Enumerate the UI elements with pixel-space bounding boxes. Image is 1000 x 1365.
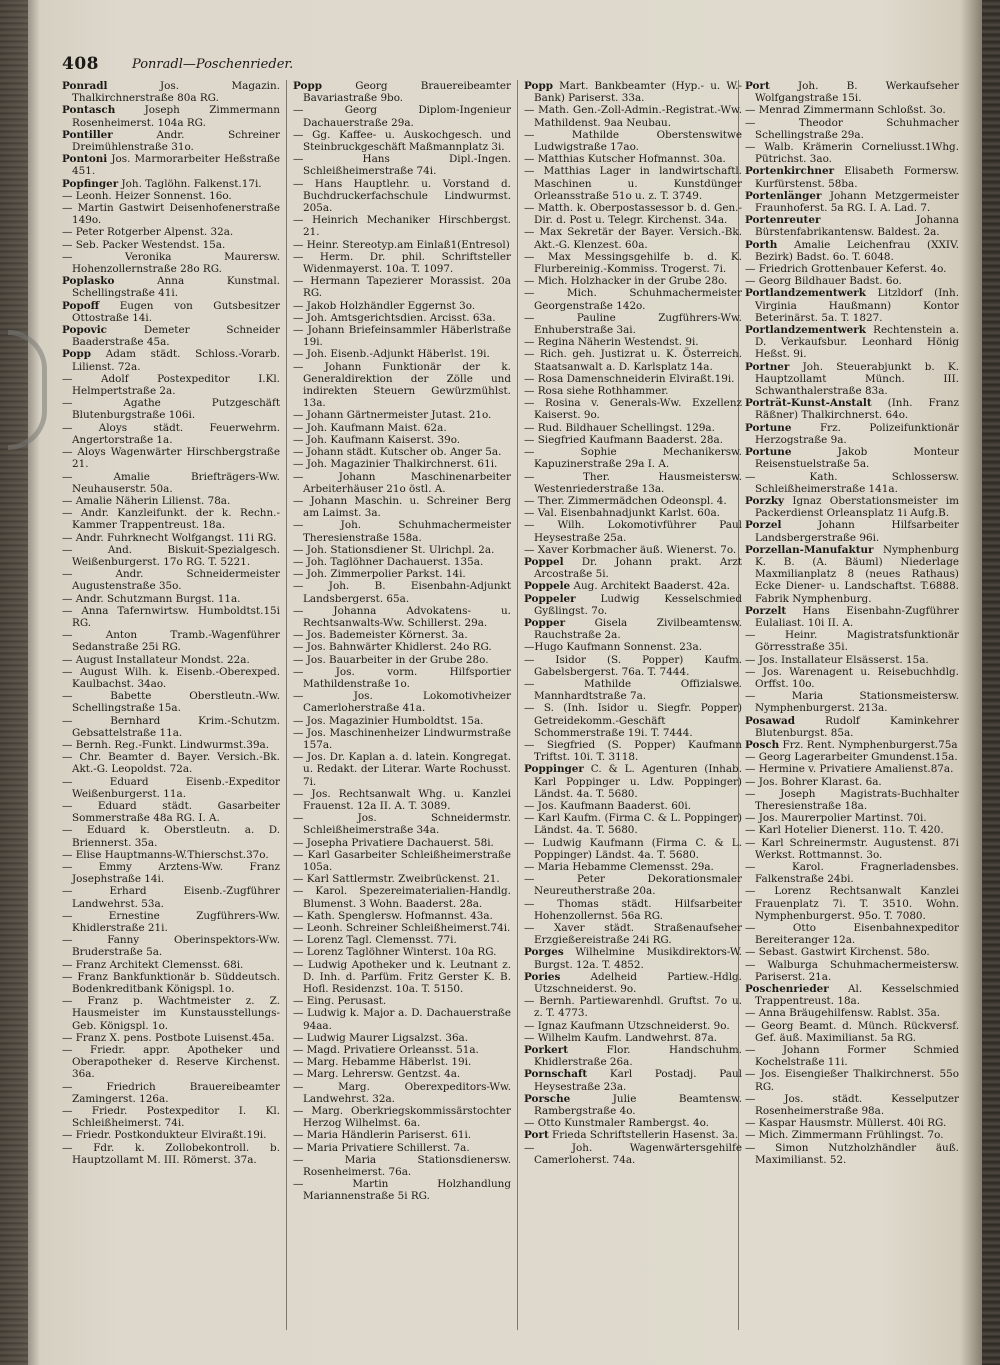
directory-entry: — Lorenz Rechtsanwalt Kanzlei Frauenplatz 7i. T. 3510. Wohn. Nymphenburgerst. 95o. T. 7080.: [745, 885, 959, 922]
column-4: [745, 80, 959, 1335]
directory-entry: — Fdr. k. Zollobekontroll. b. Hauptzollamt M. III. Römerst. 37a.: [62, 1141, 280, 1166]
directory-entry: Popfinger Joh. Taglöhn. Falkenst.17i.: [62, 177, 262, 190]
entry-surname: Popoff: [62, 299, 100, 312]
directory-entry: Portune Jakob Monteur Reisenstuelstraße 5a.: [745, 446, 959, 471]
directory-entry: — Mich. Zimmermann Frühlingst. 7o.: [745, 1129, 944, 1142]
entry-surname: Portune: [745, 446, 792, 459]
directory-entry: — Hermann Tapezierer Morassist. 20a RG.: [293, 275, 511, 300]
directory-entry: — Joh. Kaufmann Kaiserst. 39o.: [293, 433, 461, 446]
directory-entry: — Kath. Schlossersw. Schleißheimerstraße 141a.: [745, 470, 959, 495]
directory-entry: — Ludwig k. Major a. D. Dachauerstraße 94aa.: [293, 1007, 511, 1032]
directory-entry: — Franz Bankfunktionär b. Süddeutsch. Bodenkreditbank Königspl. 1o.: [62, 970, 280, 996]
entry-surname: Posch: [745, 738, 780, 751]
entry-surname: Portenkirchner: [745, 165, 835, 178]
directory-entry: Poppele Aug. Architekt Baaderst. 42a.: [524, 580, 730, 593]
directory-entry: — Herm. Dr. phil. Schriftsteller Widenmayerst. 10a. T. 1097.: [293, 250, 511, 276]
directory-entry: — Val. Eisenbahnadjunkt Karlst. 60a.: [524, 507, 720, 520]
directory-entry: Port Frieda Schriftstellerin Hasenst. 3a.: [524, 1129, 739, 1142]
entry-surname: Portner: [745, 360, 790, 373]
directory-entry: — Fanny Oberinspektors-Ww. Bruderstraße 5a.: [62, 934, 280, 959]
directory-entry: — Xaver städt. Straßenaufseher Erzgießereistraße 24i RG.: [524, 922, 742, 947]
directory-entry: — Anton Tramb.-Wagenführer Sedanstraße 25i RG.: [62, 629, 280, 654]
entry-surname: Poschenrieder: [745, 983, 829, 996]
directory-entry: — Jos. Installateur Elsässerst. 15a.: [745, 653, 929, 666]
entry-surname: Portenlänger: [745, 189, 822, 202]
directory-entry: — Kaspar Hausmstr. Müllerst. 40i RG.: [745, 1117, 947, 1130]
directory-entry: — Friedr. appr. Apotheker und Oberapotheker d. Reserve Kirchenst. 36a.: [62, 1044, 280, 1081]
directory-entry: — Karl Hotelier Dienerst. 11o. T. 420.: [745, 824, 944, 837]
entry-surname: Portune: [745, 421, 792, 434]
directory-entry: — Matth. k. Oberpostassessor b. d. Gen.-Dir. d. Post u. Telegr. Kirchenst. 34a.: [524, 202, 742, 227]
directory-entry: — Bernhard Krim.-Schutzm. Gebsattelstraße 11a.: [62, 714, 280, 739]
directory-entry: Popovic Demeter Schneider Baaderstraße 45a.: [62, 324, 280, 349]
directory-entry: — Jos. Maurerpolier Martinst. 70i.: [745, 812, 927, 825]
directory-entry: Porzellan-Manufaktur Nymphenburg K. B. (A. Bäuml) Niederlage Maxmilianplatz 8 (neues Rathaus) Ecke Diener- u. Landschaftst. T.6888. Fabrik Nymphenburg.: [745, 543, 959, 605]
directory-entry: — Agathe Putzgeschäft Blutenburgstraße 106i.: [62, 397, 280, 422]
directory-entry: — Andr. Fuhrknecht Wolfgangst. 11i RG.: [62, 531, 277, 544]
directory-entry: — Jos. Maschinenheizer Lindwurmstraße 157a.: [293, 726, 511, 751]
directory-entry: — Friedrich Grottenbauer Keferst. 4o.: [745, 263, 947, 276]
directory-entry: — Sebast. Gastwirt Kirchenst. 58o.: [745, 946, 930, 959]
directory-entry: — Jos. Lokomotivheizer Camerloherstraße 41a.: [293, 690, 511, 715]
directory-entry: — Rosa Damenschneiderin Elviraßt.19i.: [524, 372, 735, 385]
directory-entry: — Maria Privatiere Schillerst. 7a.: [293, 1141, 470, 1154]
directory-entry: — Andr. Kanzleifunkt. der k. Rechn.-Kammer Trappentreust. 18a.: [62, 507, 280, 532]
directory-entry: — Ther. Zimmermädchen Odeonspl. 4.: [524, 494, 727, 507]
directory-entry: — Jos. Eisengießer Thalkirchnerst. 55o RG.: [745, 1068, 959, 1093]
directory-entry: — Marg. Lehrersw. Gentzst. 4a.: [293, 1068, 461, 1081]
directory-entry: — Jos. Dr. Kaplan a. d. latein. Kongregat. u. Redakt. der Literar. Warte Rochusst. 7i.: [293, 751, 511, 788]
directory-entry: — August Wilh. k. Eisenb.-Oberexped. Kaulbachst. 34ao.: [62, 665, 280, 690]
directory-entry: Portlandzementwerk Rechtenstein a. D. Verkaufsbur. Leonhard Hönig Heßst. 9i.: [745, 324, 959, 361]
directory-entry: — Seb. Packer Westendst. 15a.: [62, 238, 226, 251]
directory-entry: — Rosa siehe Rothhammer.: [524, 385, 669, 398]
entry-surname: Porzellan-Manufaktur: [745, 543, 874, 556]
directory-entry: — Maria Hebamme Clemensst. 29a.: [524, 861, 714, 873]
directory-entry: — Ernestine Zugführers-Ww. Khidlerstraße 21i.: [62, 909, 280, 935]
directory-entry: — Xaver Korbmacher äuß. Wienerst. 7o.: [524, 543, 737, 556]
directory-entry: — Aloys Wagenwärter Hirschbergstraße 21.: [62, 446, 280, 471]
running-title: Ponradl—Poschenrieder.: [132, 57, 294, 72]
directory-entry: Portenlänger Johann Metzgermeister Fraunhoferst. 5a RG. I. A. Lad. 7.: [745, 189, 959, 215]
directory-entry: — Joseph Magistrats-Buchhalter Theresienstraße 18a.: [745, 787, 959, 812]
directory-entry: — Amalie Näherin Lilienst. 78a.: [62, 494, 231, 507]
directory-entry: — Jos. Bahnwärter Khidlerst. 24o RG.: [293, 641, 492, 654]
entry-surname: Popp: [62, 348, 91, 361]
directory-entry: — Karol. Fragnerladensbes. Falkenstraße 24bi.: [745, 861, 959, 886]
directory-entry: Porträt-Kunst-Anstalt (Inh. Franz Räßner) Thalkirchnerst. 64o.: [745, 397, 959, 422]
directory-page: [62, 50, 964, 1340]
directory-entry: — Jos. Kaufmann Baaderst. 60i.: [524, 799, 692, 812]
directory-entry: — Jakob Holzhändler Eggernst 3o.: [293, 299, 476, 312]
directory-entry: Poplasko Anna Kunstmal. Schellingstraße 41i.: [62, 275, 280, 300]
entry-surname: Posawad: [745, 714, 795, 727]
directory-entry: — Max Sekretär der Bayer. Versich.-Bk. Akt.-G. Klenzest. 60a.: [524, 226, 742, 251]
column-rule: [517, 80, 518, 1330]
directory-entry: — Math. Gen.-Zoll-Admin.-Registrat.-Ww. Mathildenst. 9aa Neubau.: [524, 104, 742, 129]
directory-entry: — Joh. Kaufmann Maist. 62a.: [293, 421, 447, 434]
directory-entry: Poppel Dr. Johann prakt. Arzt Arcostraße 5i.: [524, 555, 742, 581]
entry-surname: Popp: [293, 80, 322, 92]
directory-entry: — Maria Stationsdienersw. Rosenheimerst. 76a.: [293, 1153, 511, 1179]
directory-entry: Portenkirchner Elisabeth Formersw. Kurfürstenst. 58ba.: [745, 165, 959, 190]
entry-surname: Port: [524, 1129, 549, 1142]
directory-entry: — Friedrich Brauereibeamter Zamingerst. 126a.: [62, 1080, 280, 1105]
directory-entry: — Georg Beamt. d. Münch. Rückversf. Gef. äuß. Maximilianst. 5a RG.: [745, 1019, 959, 1044]
directory-entry: — Josepha Privatiere Dachauerst. 58i.: [293, 836, 494, 849]
directory-entry: — Hermine v. Privatiere Amalienst.87a.: [745, 763, 954, 776]
directory-entry: Popp Georg Brauereibeamter Bavariastraße 9bo.: [293, 80, 511, 105]
directory-entry: — Eduard k. Oberstleutn. a. D. Briennerst. 35a.: [62, 824, 280, 849]
directory-entry: — Joh. Magazinier Thalkirchnerst. 61i.: [293, 458, 498, 471]
directory-entry: Pontoni Jos. Marmorarbeiter Heßstraße 451.: [62, 153, 280, 178]
entry-surname: Porträt-Kunst-Anstalt: [745, 397, 872, 410]
directory-entry: — Gg. Kaffee- u. Auskochgesch. und Steinbruckgeschäft Maßmannplatz 3i.: [293, 128, 511, 154]
entry-surname: Porzelt: [745, 604, 787, 617]
directory-entry: — Johann Maschinenarbeiter Arbeiterhäuser 21o östl. A.: [293, 470, 511, 495]
entry-surname: Port: [745, 80, 770, 92]
directory-entry: — Aloys städt. Feuerwehrm. Angertorstraße 1a.: [62, 421, 280, 446]
directory-entry: Porges Wilhelmine Musikdirektors-W. Burgst. 12a. T. 4852.: [524, 946, 742, 971]
directory-entry: — Mathilde Oberstenswitwe Ludwigstraße 17ao.: [524, 128, 742, 154]
directory-entry: — Heinr. Magistratsfunktionär Görresstraße 35i.: [745, 629, 959, 654]
directory-entry: — Joh. Schuhmachermeister Theresienstraße 158a.: [293, 519, 511, 544]
directory-entry: — Franz X. pens. Postbote Luisenst.45a.: [62, 1031, 275, 1044]
directory-entry: — Ther. Hausmeistersw. Westenriederstraße 13a.: [524, 470, 742, 495]
entry-surname: Pornschaft: [524, 1068, 588, 1081]
directory-entry: Porsche Julie Beamtensw. Rambergstraße 4o.: [524, 1092, 742, 1118]
directory-entry: — Eing. Perusast.: [293, 995, 387, 1008]
directory-entry: — Jos. Rechtsanwalt Whg. u. Kanzlei Frauenst. 12a II. A. T. 3089.: [293, 787, 511, 812]
entry-surname: Porges: [524, 946, 564, 959]
directory-entry: Ponradl Jos. Magazin. Thalkirchnerstraße 80a RG.: [62, 80, 280, 105]
directory-entry: Popp Mart. Bankbeamter (Hyp.- u. W.-Bank) Pariserst. 33a.: [524, 80, 742, 105]
directory-entry: — Ignaz Kaufmann Utzschneiderst. 9o.: [524, 1019, 730, 1032]
directory-entry: Pontiller Andr. Schreiner Dreimühlenstraße 31o.: [62, 128, 280, 154]
directory-entry: — Johann Former Schmied Kochelstraße 11i.: [745, 1044, 959, 1069]
directory-entry: Pornschaft Karl Postadj. Paul Heysestraße 23a.: [524, 1068, 742, 1093]
directory-entry: — Johann Funktionär der k. Generaldirektion der Zölle und indirekten Steuern Gewürzmühlst. 13a.: [293, 360, 511, 410]
entry-surname: Poppeler: [524, 592, 576, 605]
directory-entry: Posawad Rudolf Kaminkehrer Blutenburgst. 85a.: [745, 714, 959, 739]
entry-surname: Poplasko: [62, 275, 115, 288]
directory-entry: Porzelt Hans Eisenbahn-Zugführer Eulaliast. 10i II. A.: [745, 604, 959, 629]
directory-entry: — Eduard städt. Gasarbeiter Sommerstraße 48a RG. I. A.: [62, 799, 280, 825]
directory-entry: — Rosina v. Generals-Ww. Exzellenz Kaiserst. 9o.: [524, 397, 742, 422]
directory-entry: — Eduard Eisenb.-Expeditor Weißenburgerst. 11a.: [62, 775, 280, 800]
directory-entry: — Theodor Schuhmacher Schellingstraße 29a.: [745, 116, 959, 141]
directory-entry: — Heinr. Stereotyp.am Einlaß1(Entresol): [293, 238, 510, 251]
directory-entry: Pories Adelheid Partiew.-Hdlg. Utzschneiderst. 9o.: [524, 970, 742, 996]
directory-entry: — Jos. Schneidermstr. Schleißheimerstraße 34a.: [293, 812, 511, 837]
entry-surname: Porth: [745, 238, 778, 251]
directory-entry: — Lorenz Taglöhner Winterst. 10a RG.: [293, 946, 497, 959]
entry-surname: Porkert: [524, 1044, 569, 1057]
entry-surname: Popper: [524, 616, 566, 629]
directory-entry: — Peter Dekorationsmaler Neureutherstraße 20a.: [524, 873, 742, 898]
directory-entry: — Amalie Briefträgers-Ww. Neuhauserstr. 50a.: [62, 470, 280, 495]
directory-entry: — Maria Händlerin Pariserst. 61i.: [293, 1129, 472, 1142]
directory-entry: — Rud. Bildhauer Schellingst. 129a.: [524, 421, 715, 434]
entry-surname: Porzky: [745, 494, 785, 507]
directory-entry: — Anna Bräugehilfensw. Rablst. 35a.: [745, 1007, 941, 1020]
directory-entry: — Heinrich Mechaniker Hirschbergst. 21.: [293, 214, 511, 239]
directory-entry: Portenreuter Johanna Bürstenfabrikantensw. Baldest. 2a.: [745, 214, 959, 239]
directory-entry: — Magd. Privatiere Orleansst. 51a.: [293, 1044, 479, 1057]
page-header: [62, 54, 964, 78]
entry-surname: Popovic: [62, 324, 107, 337]
directory-entry: — Johanna Advokatens- u. Rechtsanwalts-Ww. Schillerst. 29a.: [293, 604, 511, 629]
directory-entry: Porzel Johann Hilfsarbeiter Landsbergerstraße 96i.: [745, 519, 959, 544]
directory-entry: — Simon Nutzholzhändler äuß. Maximilianst. 52.: [745, 1141, 959, 1166]
directory-entry: — Babette Oberstleutn.-Ww. Schellingstraße 15a.: [62, 690, 280, 715]
directory-entry: — Adolf Postexpeditor I.Kl. Helmpertstraße 2a.: [62, 372, 280, 398]
directory-entry: — Franz p. Wachtmeister z. Z. Hausmeister im Kunstausstellungs-Geb. Königspl. 1o.: [62, 995, 280, 1032]
entry-surname: Pories: [524, 970, 561, 983]
directory-entry: — Karl Schreinermstr. Augustenst. 87i Werkst. Rottmannst. 3o.: [745, 836, 959, 861]
binding-clip: [8, 330, 47, 450]
directory-entry: — Leonh. Schreiner Schleißheimerst.74i.: [293, 922, 511, 935]
page-edge: [982, 0, 1000, 1365]
directory-entry: — Mathilde Offizialswe. Mannhardtstraße 7a.: [524, 677, 742, 703]
directory-entry: Porzky Ignaz Oberstationsmeister im Packerdienst Orleansplatz 1i Aufg.B.: [745, 494, 959, 520]
directory-entry: — Hans Dipl.-Ingen. Schleißheimerstraße 74i.: [293, 153, 511, 178]
directory-entry: — Anna Tafernwirtsw. Humboldtst.15i RG.: [62, 604, 280, 629]
entry-surname: Portlandzementwerk: [745, 287, 866, 300]
directory-entry: Poschenrieder Al. Kesselschmied Trappentreust. 18a.: [745, 983, 959, 1008]
directory-entry: —Hugo Kaufmann Sonnenst. 23a.: [524, 641, 703, 654]
entry-surname: Poppel: [524, 555, 564, 568]
column-1: [62, 80, 280, 1335]
entry-surname: Portlandzementwerk: [745, 324, 866, 337]
directory-entry: — Hans Hauptlehr. u. Vorstand d. Buchdruckerfachschule Lindwurmst. 205a.: [293, 177, 511, 215]
directory-entry: — Ludwig Apotheker und k. Leutnant z. D. Inh. d. Parfüm. Fritz Gerster K. B. Hofl. Residenzst. 10a. T. 5150.: [293, 958, 511, 996]
directory-entry: — Joh. Stationsdiener St. Ulrichpl. 2a.: [293, 543, 495, 556]
entry-surname: Portenreuter: [745, 214, 821, 227]
directory-entry: — Andr. Schutzmann Burgst. 11a.: [62, 592, 241, 605]
entry-surname: Pontasch: [62, 104, 116, 117]
directory-entry: — Jos. Warenagent u. Reisebuchhdlg. Orffst. 10o.: [745, 665, 959, 690]
directory-entry: — Joh. Eisenb.-Adjunkt Häberlst. 19i.: [293, 348, 490, 361]
directory-entry: — Rich. geh. Justizrat u. K. Österreich. Staatsanwalt a. D. Karlsplatz 14a.: [524, 348, 742, 373]
directory-entry: — Ludwig Kaufmann (Firma C. & L. Poppinger) Ländst. 4a. T. 5680.: [524, 836, 742, 861]
directory-entry: — Joh. Zimmerpolier Parkst. 14i.: [293, 568, 466, 581]
directory-entry: Poppinger C. & L. Agenturen (Inhab. Karl Poppinger u. Ldw. Poppinger) Ländst. 4a. T. 5680.: [524, 763, 742, 800]
directory-entry: — Georg Diplom-Ingenieur Dachauerstraße 29a.: [293, 104, 511, 129]
directory-entry: — Bernh. Reg.-Funkt. Lindwurmst.39a.: [62, 738, 270, 751]
directory-entry: — Karl Sattlermstr. Zweibrückenst. 21.: [293, 873, 500, 886]
directory-entry: Port Joh. B. Werkaufseher Wolfgangstraße 15i.: [745, 80, 959, 105]
directory-entry: — Maria Stationsmeistersw. Nymphenburgerst. 213a.: [745, 690, 959, 715]
directory-entry: — Joh. B. Eisenbahn-Adjunkt Landsbergerst. 65a.: [293, 580, 511, 605]
directory-entry: — Otto Eisenbahnexpeditor Bereiteranger 12a.: [745, 922, 959, 947]
directory-entry: Portlandzementwerk Litzldorf (Inh. Virginia Haußmann) Kontor Beterinärst. 5a. T. 1827.: [745, 287, 959, 324]
directory-entry: Popper Gisela Zivilbeamtensw. Rauchstraße 2a.: [524, 616, 742, 642]
directory-entry: — Jos. städt. Kesselputzer Rosenheimerstraße 98a.: [745, 1092, 959, 1118]
directory-entry: — August Installateur Mondst. 22a.: [62, 653, 250, 666]
directory-entry: — Joh. Amtsgerichtsdien. Arcisst. 63a.: [293, 311, 496, 324]
directory-entry: — Veronika Maurersw. Hohenzollernstraße 28o RG.: [62, 250, 280, 276]
directory-entry: — Marg. Oberexpeditors-Ww. Landwehrst. 32a.: [293, 1080, 511, 1105]
entry-surname: Porsche: [524, 1092, 571, 1105]
directory-entry: Posch Frz. Rent. Nymphenburgerst.75a: [745, 738, 958, 751]
directory-entry: — Matthias Kutscher Hofmannst. 30a.: [524, 153, 726, 166]
directory-entry: — Max Messingsgehilfe b. d. K. Flurbereinig.-Kommiss. Trogerst. 7i.: [524, 250, 742, 276]
directory-entry: Poppeler Ludwig Kesselschmied Gyßlingst. 7o.: [524, 592, 742, 617]
directory-entry: — Martin Gastwirt Deisenhofenerstraße 149o.: [62, 202, 280, 227]
directory-entry: — Mich. Schuhmachermeister Georgenstraße 142o.: [524, 287, 742, 312]
entry-surname: Pontiller: [62, 128, 113, 141]
directory-entry: — Bernh. Partiewarenhdl. Gruftst. 7o u. z. T. 4773.: [524, 995, 742, 1020]
directory-entry: — Ludwig Maurer Ligsalzst. 36a.: [293, 1031, 469, 1044]
directory-entry: — Lorenz Tagl. Clemensst. 77i.: [293, 934, 457, 947]
directory-entry: Portune Frz. Polizeifunktionär Herzogstraße 9a.: [745, 421, 959, 446]
entry-surname: Porzel: [745, 519, 782, 532]
directory-entry: — Matthias Lager in landwirtschaftl. Maschinen u. Kunstdünger Orleansstraße 51o u. z. T. 3749.: [524, 165, 742, 202]
directory-entry: — Elise Hauptmanns-W.Thierschst.37o.: [62, 848, 269, 861]
directory-entry: Porkert Flor. Handschuhm. Khidlerstraße 26a.: [524, 1044, 742, 1069]
directory-entry: — Leonh. Heizer Sonnenst. 16o.: [62, 189, 232, 202]
entry-surname: Popp: [524, 80, 553, 92]
directory-entry: — Jos. vorm. Hilfsportier Mathildenstraße 1o.: [293, 665, 511, 690]
directory-entry: — Friedr. Postexpeditor I. Kl. Schleißheimerst. 74i.: [62, 1105, 280, 1130]
directory-entry: — Johann städt. Kutscher ob. Anger 5a.: [293, 446, 502, 459]
directory-entry: Portner Joh. Steuerabjunkt b. K. Hauptzollamt Münch. III. Schwanthalerstraße 83a.: [745, 360, 959, 398]
directory-entry: — Andr. Schneidermeister Augustenstraße 35o.: [62, 568, 280, 593]
directory-entry: — Isidor (S. Popper) Kaufm. Gabelsbergerst. 76a. T. 7444.: [524, 653, 742, 678]
directory-entry: — Georg Lagerarbeiter Gmundenst.15a.: [745, 751, 958, 764]
directory-entry: — Jos. Bauarbeiter in der Grube 28o.: [293, 653, 489, 666]
column-rule: [286, 80, 287, 1330]
directory-entry: — And. Biskuit-Spezialgesch. Weißenburgerst. 17o RG. T. 5221.: [62, 543, 280, 568]
directory-entry: — Thomas städt. Hilfsarbeiter Hohenzollernst. 56a RG.: [524, 897, 742, 922]
column-2: [293, 80, 511, 1335]
directory-entry: — Marg. Hebamme Häberlst. 19i.: [293, 1056, 472, 1069]
directory-entry: — Pauline Zugführers-Ww. Enhuberstraße 3ai.: [524, 311, 742, 337]
directory-entry: Pontasch Joseph Zimmermann Rosenheimerst. 104a RG.: [62, 104, 280, 129]
directory-entry: — Siegfried (S. Popper) Kaufmann Triftst. 10i. T. 3118.: [524, 738, 742, 764]
directory-entry: — Walburga Schuhmachermeistersw. Pariserst. 21a.: [745, 958, 959, 983]
directory-entry: — Johann Gärtnermeister Jutast. 21o.: [293, 409, 492, 422]
entry-surname: Poppinger: [524, 763, 584, 776]
directory-entry: — S. (Inh. Isidor u. Siegfr. Popper) Getreidekomm.-Geschäft Schommerstraße 19i. T. 7444.: [524, 702, 742, 739]
directory-entry: — Menrad Zimmermann Schloßst. 3o.: [745, 104, 946, 117]
directory-entry: — Joh. Wagenwärtersgehilfe Camerloherst. 74a.: [524, 1141, 742, 1166]
directory-entry: — Johann Maschin. u. Schreiner Berg am Laimst. 3a.: [293, 494, 511, 520]
directory-entry: — Georg Bildhauer Badst. 6o.: [745, 275, 902, 288]
directory-entry: Porth Amalie Leichenfrau (XXIV. Bezirk) Badst. 6o. T. 6048.: [745, 238, 959, 263]
entry-surname: Ponradl: [62, 80, 108, 92]
entry-surname: Popfinger: [62, 177, 119, 190]
directory-entry: — Walb. Krämerin Corneliusst.1Whg. Pütrichst. 3ao.: [745, 141, 959, 166]
directory-entry: — Jos. Bohrer Klarast. 6a.: [745, 775, 882, 788]
directory-entry: — Chr. Beamter d. Bayer. Versich.-Bk. Akt.-G. Leopoldst. 72a.: [62, 751, 280, 776]
directory-entry: — Jos. Bademeister Körnerst. 3a.: [293, 629, 468, 642]
directory-entry: — Marg. Oberkriegskommissärstochter Herzog Wilhelmst. 6a.: [293, 1105, 511, 1130]
directory-entry: — Johann Briefeinsammler Häberlstraße 19i.: [293, 324, 511, 349]
column-3: [524, 80, 742, 1335]
directory-entry: — Erhard Eisenb.-Zugführer Landwehrst. 53a.: [62, 885, 280, 910]
directory-entry: — Jos. Magazinier Humboldtst. 15a.: [293, 714, 484, 727]
directory-entry: — Peter Rotgerber Alpenst. 32a.: [62, 226, 234, 239]
entry-surname: Poppele: [524, 580, 571, 593]
directory-entry: — Wilhelm Kaufm. Landwehrst. 87a.: [524, 1031, 718, 1044]
directory-entry: Popoff Eugen von Gutsbesitzer Ottostraße 14i.: [62, 299, 280, 324]
directory-entry: — Wilh. Lokomotivführer Paul Heysestraße 25a.: [524, 519, 742, 544]
directory-entry: — Karl Gasarbeiter Schleißheimerstraße 105a.: [293, 848, 511, 873]
directory-entry: — Franz Architekt Clemensst. 68i.: [62, 958, 244, 971]
directory-entry: — Martin Holzhandlung Mariannenstraße 5i RG.: [293, 1178, 511, 1203]
directory-entry: — Karl Kaufm. (Firma C. & L. Poppinger) Ländst. 4a. T. 5680.: [524, 812, 742, 837]
page-number: 408: [62, 54, 99, 74]
directory-entry: — Mich. Holzhacker in der Grube 28o.: [524, 275, 728, 288]
directory-entry: — Regina Näherin Westendst. 9i.: [524, 336, 699, 349]
directory-entry: — Karol. Spezereimaterialien-Handlg. Blumenst. 3 Wohn. Baaderst. 28a.: [293, 885, 511, 910]
directory-entry: — Sophie Mechanikersw. Kapuzinerstraße 29a I. A.: [524, 446, 742, 471]
directory-entry: — Otto Kunstmaler Rambergst. 4o.: [524, 1117, 709, 1130]
directory-entry: — Kath. Spenglersw. Hofmannst. 43a.: [293, 909, 493, 922]
directory-entry: — Siegfried Kaufmann Baaderst. 28a.: [524, 433, 724, 446]
directory-entry: — Emmy Arztens-Ww. Franz Josephstraße 14i.: [62, 861, 280, 886]
directory-entry: — Friedr. Postkondukteur Elviraßt.19i.: [62, 1129, 267, 1142]
directory-entry: Popp Adam städt. Schloss.-Vorarb. Lilienst. 72a.: [62, 348, 280, 373]
directory-entry: — Joh. Taglöhner Dachauerst. 135a.: [293, 555, 484, 568]
book-spine: [0, 0, 28, 1365]
entry-surname: Pontoni: [62, 153, 108, 166]
